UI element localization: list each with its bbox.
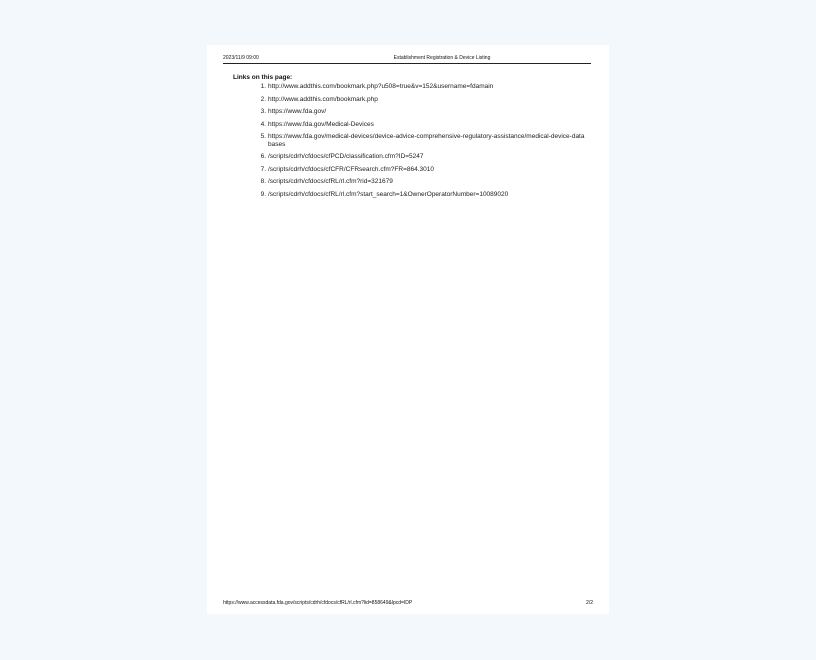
list-number: 1. [260, 83, 266, 90]
list-item[interactable] [255, 133, 585, 148]
list-number: 9. [260, 190, 266, 198]
link-url[interactable]: /scripts/cdrh/cfdocs/cfCFR/CFRsearch.cfm?FR=864.3010 [268, 165, 434, 173]
list-item[interactable] [255, 83, 585, 91]
document-page [207, 45, 609, 614]
link-url[interactable]: https://www.fda.gov/medical-devices/device-advice-comprehensive-regulatory-assistance/medical-device-databases [268, 133, 585, 148]
list-item[interactable] [255, 191, 585, 199]
list-item[interactable] [255, 121, 585, 129]
link-list [255, 83, 585, 203]
link-url[interactable]: /scripts/cdrh/cfdocs/cfRL/rl.cfm?start_search=1&OwnerOperatorNumber=10089020 [268, 190, 509, 198]
link-url[interactable]: http://www.addthis.com/bookmark.php [268, 95, 378, 103]
list-number: 6. [260, 153, 266, 160]
list-number: 8. [260, 178, 266, 185]
link-url[interactable]: https://www.fda.gov/Medical-Devices [268, 120, 374, 128]
link-url[interactable]: https://www.fda.gov/ [268, 108, 327, 115]
footer-url: https://www.accessdata.fda.gov/scripts/cdrh/cfdocs/cfRL/rl.cfm?lid=858649&lpcd=IDP [223, 600, 413, 606]
list-number: 4. [260, 120, 266, 128]
list-item[interactable] [255, 96, 585, 104]
footer-page-number: 2/2 [586, 600, 593, 606]
links-heading: Links on this page: [233, 74, 293, 81]
link-url[interactable]: http://www.addthis.com/bookmark.php?u508=true&v=152&username=fdamain [268, 83, 494, 90]
list-number: 7. [260, 165, 266, 173]
list-number: 3. [260, 108, 266, 115]
list-item[interactable] [255, 166, 585, 174]
list-number: 2. [260, 95, 266, 103]
link-url[interactable]: /scripts/cdrh/cfdocs/cfPCD/classification.cfm?ID=5247 [268, 153, 424, 160]
list-number: 5. [260, 133, 266, 140]
list-item[interactable] [255, 153, 585, 161]
link-url[interactable]: /scripts/cdrh/cfdocs/cfRL/rl.cfm?rid=321679 [268, 178, 393, 185]
list-item[interactable] [255, 178, 585, 186]
list-item[interactable] [255, 108, 585, 116]
header-rule [223, 63, 591, 64]
header-datetime: 2023/11/9 09:00 [223, 55, 259, 61]
header-title: Establishment Registration & Device Listing [393, 55, 491, 61]
